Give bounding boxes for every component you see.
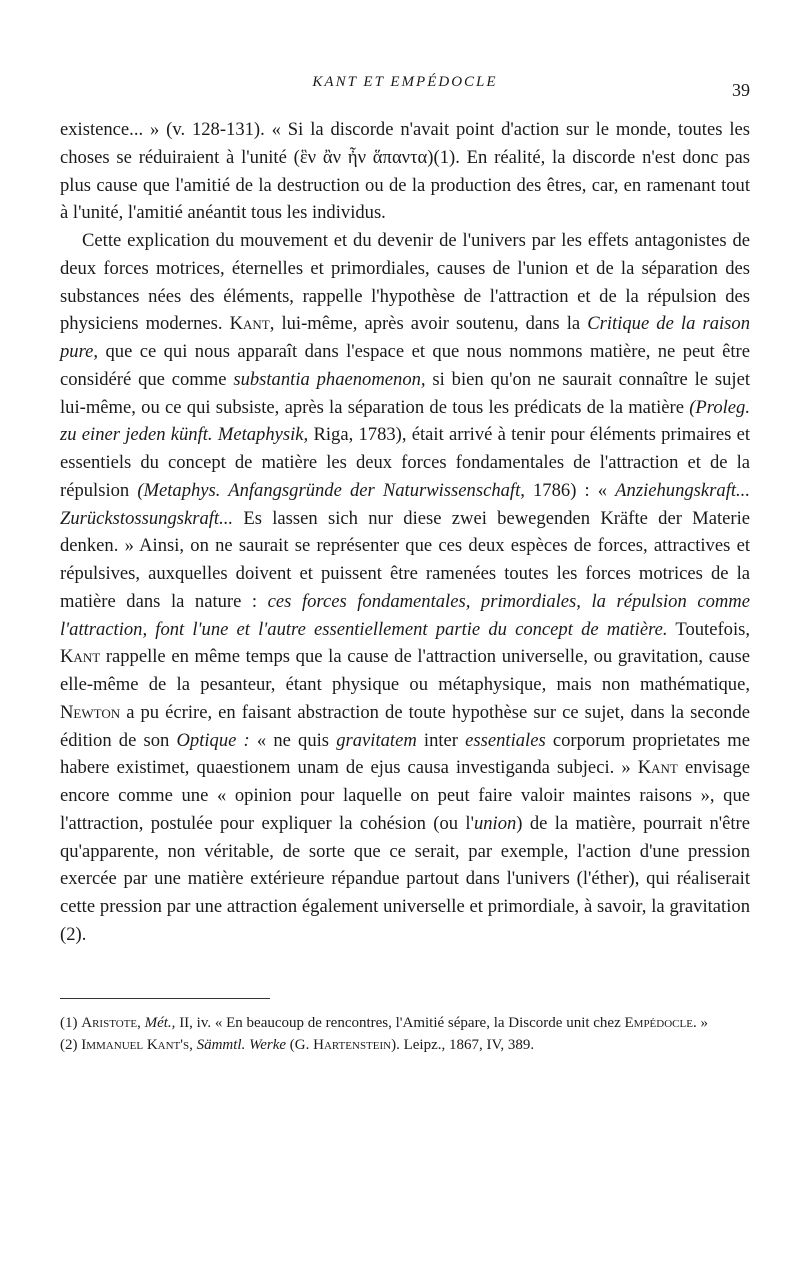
text-span: 1786) : «	[533, 479, 608, 501]
text-span: existence... » (v. 128-131). « Si la discorde n'avait point d'action sur le monde, toutes les choses se réduiraient à l'unité (ἓν ἂν ἦν ἅπαντα)	[60, 119, 750, 168]
text-span: corporum proprietates me habere existimet, quaestionem unam de ejus causa investiganda subjeci. »	[60, 729, 750, 779]
footnote-text: »	[700, 1015, 708, 1031]
author-name: Kant	[229, 313, 270, 335]
footnote-2	[60, 1034, 750, 1056]
work-title: Mét.,	[144, 1015, 176, 1031]
footnote-text: II, iv. « En beaucoup de rencontres, l'Amitié sépare, la Discorde unit chez	[179, 1015, 621, 1031]
latin-term: gravitatem	[336, 729, 417, 751]
text-span: . En réalité, la discorde n'est donc pas plus cause que l'amitié de la destruction ou de la production des êtres, car, en ramenant tout à l'unité, l'amitié anéantit tous les individus.	[60, 146, 750, 224]
paragraph-2	[60, 227, 750, 949]
text-span: envisage encore comme une « opinion pour laquelle on peut faire valoir maintes raisons », que l'attraction, postulée pour expliquer la cohésion (ou l'	[60, 757, 750, 834]
work-title: Sämmtl. Werke	[196, 1037, 287, 1053]
text-span: Cette explication du mouvement et du devenir de l'univers par les effets antagonistes de deux forces motrices, éternelles et primordiales, causes de l'union et de la séparation des substances nées des éléments, rappelle l'hypothèse de l'attraction et de la répulsion des physiciens modernes.	[60, 230, 750, 335]
author-name: Immanuel Kant's,	[81, 1037, 193, 1053]
text-span: Riga, 1783), était arrivé à tenir pour éléments primaires et essentiels du concept de matière les deux forces fondamentales de l'attraction et de la répulsion	[60, 424, 751, 501]
text-span: Es lassen sich nur diese zwei bewegenden Kräfte der Materie denken. » Ainsi, on ne saurait se représenter que ces deux espèces de forces, attractives et répulsives, auxquelles doivent et puissent être ramenées toutes les forces motrices de la matière dans la nature :	[60, 507, 750, 612]
text-span: inter	[423, 729, 458, 751]
text-span: « ne quis	[256, 729, 330, 751]
author-name: Hartenstein	[313, 1037, 392, 1053]
text-span: rappelle en même temps que la cause de l'attraction universelle, ou gravitation, cause elle-même de la pesanteur, étant physique ou métaphysique, mais non mathématique,	[60, 646, 750, 695]
main-text	[60, 116, 750, 949]
text-span: que ce qui nous apparaît dans l'espace et que nous nommons matière, ne peut être considéré que comme	[60, 341, 750, 390]
german-quote: Anziehungskraft... Zurückstossungskraft...	[60, 479, 750, 529]
author-name: Newton	[60, 701, 121, 723]
emphasis: ces forces fondamentales, primordiales, la répulsion comme l'attraction, font l'une et l'autre essentiellement partie du concept de matière.	[60, 590, 750, 640]
page-number: 39	[732, 80, 750, 100]
author-name: Kant	[60, 646, 101, 668]
footnote-text: (G.	[289, 1037, 310, 1053]
text-span: .	[81, 923, 87, 945]
work-title: (Metaphys. Anfangsgründe der Naturwissenschaft,	[137, 479, 525, 501]
footnote-ref-2: (2)	[60, 923, 82, 945]
work-title: Critique de la raison pure,	[60, 313, 750, 362]
latin-term: substantia phaenomenon,	[233, 368, 426, 390]
author-name: Empédocle.	[624, 1015, 697, 1031]
text-span: , lui-même, après avoir soutenu, dans la	[269, 313, 581, 335]
paragraph-1	[60, 116, 750, 227]
text-span: a pu écrire, en faisant abstraction de toute hypothèse sur ce sujet, dans la seconde édition de son	[60, 701, 750, 751]
footnote-1	[60, 1012, 750, 1034]
work-title: Optique :	[176, 729, 250, 751]
text-span: ) de la matière, pourrait n'être qu'apparente, non véritable, de sorte que ce serait, par exemple, l'action d'une pression exercée par une matière extérieure répandue partout dans l'univers (l'éther), qui réaliserait cette pression par une attraction également universelle et primordiale, à savoir, la gravitation	[60, 812, 750, 917]
author-name: Aristote,	[81, 1015, 141, 1031]
footnote-number: (2)	[60, 1037, 78, 1053]
work-title: (Proleg. zu einer jeden künft. Metaphysik,	[60, 396, 750, 446]
page-header	[60, 74, 750, 98]
latin-term: essentiales	[465, 729, 546, 751]
footnote-text: ). Leipz., 1867, IV, 389.	[391, 1037, 535, 1053]
text-span: si bien qu'on ne saurait connaître le sujet lui-même, ou ce qui subsiste, après la séparation de tous les prédicats de la matière	[60, 368, 751, 418]
emphasis: union	[473, 812, 517, 834]
footnote-rule	[60, 998, 270, 999]
author-name: Kant	[637, 757, 678, 779]
footnote-ref-1: (1)	[433, 146, 456, 168]
running-title: KANT ET EMPÉDOCLE	[312, 74, 498, 90]
footnotes	[60, 1012, 750, 1056]
text-span: Toutefois,	[675, 618, 751, 640]
footnote-number: (1)	[60, 1015, 78, 1031]
